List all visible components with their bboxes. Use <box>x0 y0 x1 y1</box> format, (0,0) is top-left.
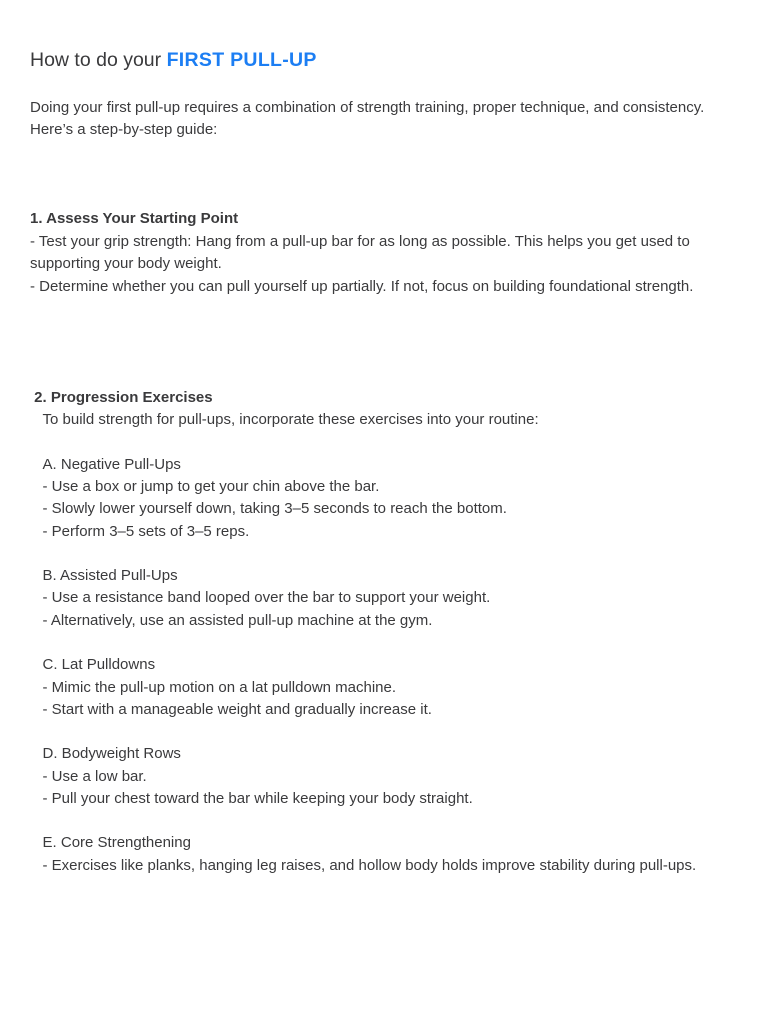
exercise-line: - Use a resistance band looped over the bar to support your weight. <box>30 589 491 606</box>
exercise-title: A. Negative Pull-Ups <box>30 456 181 473</box>
exercise-line: - Alternatively, use an assisted pull-up machine at the gym. <box>30 612 433 629</box>
exercise-line: - Exercises like planks, hanging leg raises, and hollow body holds improve stability during pull-ups. <box>30 857 697 874</box>
intro-paragraph: Doing your first pull-up requires a combination of strength training, proper technique, and consistency. Here’s a step-by-step guide: <box>30 99 709 139</box>
exercise-line: - Perform 3–5 sets of 3–5 reps. <box>30 523 250 540</box>
section1-line: - Determine whether you can pull yourself up partially. If not, focus on building foundational strength. <box>30 278 694 295</box>
exercise-title: B. Assisted Pull-Ups <box>30 567 178 584</box>
exercise-title: E. Core Strengthening <box>30 834 191 851</box>
section1-heading: 1. Assess Your Starting Point <box>30 210 239 227</box>
title-highlight: FIRST PULL-UP <box>166 49 317 71</box>
section2-intro: To build strength for pull-ups, incorporate these exercises into your routine: <box>30 411 539 428</box>
section2-heading: 2. Progression Exercises <box>30 389 213 406</box>
exercise-line: - Start with a manageable weight and gradually increase it. <box>30 701 432 718</box>
page-title <box>30 47 317 73</box>
exercise-title: C. Lat Pulldowns <box>30 656 156 673</box>
exercise-line: - Slowly lower yourself down, taking 3–5 seconds to reach the bottom. <box>30 500 507 517</box>
exercise-title: D. Bodyweight Rows <box>30 745 181 762</box>
exercise-line: - Use a low bar. <box>30 768 147 785</box>
exercise-line: - Pull your chest toward the bar while keeping your body straight. <box>30 790 473 807</box>
exercise-line: - Use a box or jump to get your chin above the bar. <box>30 478 380 495</box>
title-prefix: How to do your <box>30 49 167 71</box>
exercise-line: - Mimic the pull-up motion on a lat pulldown machine. <box>30 679 397 696</box>
section1-line: - Test your grip strength: Hang from a pull-up bar for as long as possible. This helps you get used to supporting your body weight. <box>30 233 694 273</box>
